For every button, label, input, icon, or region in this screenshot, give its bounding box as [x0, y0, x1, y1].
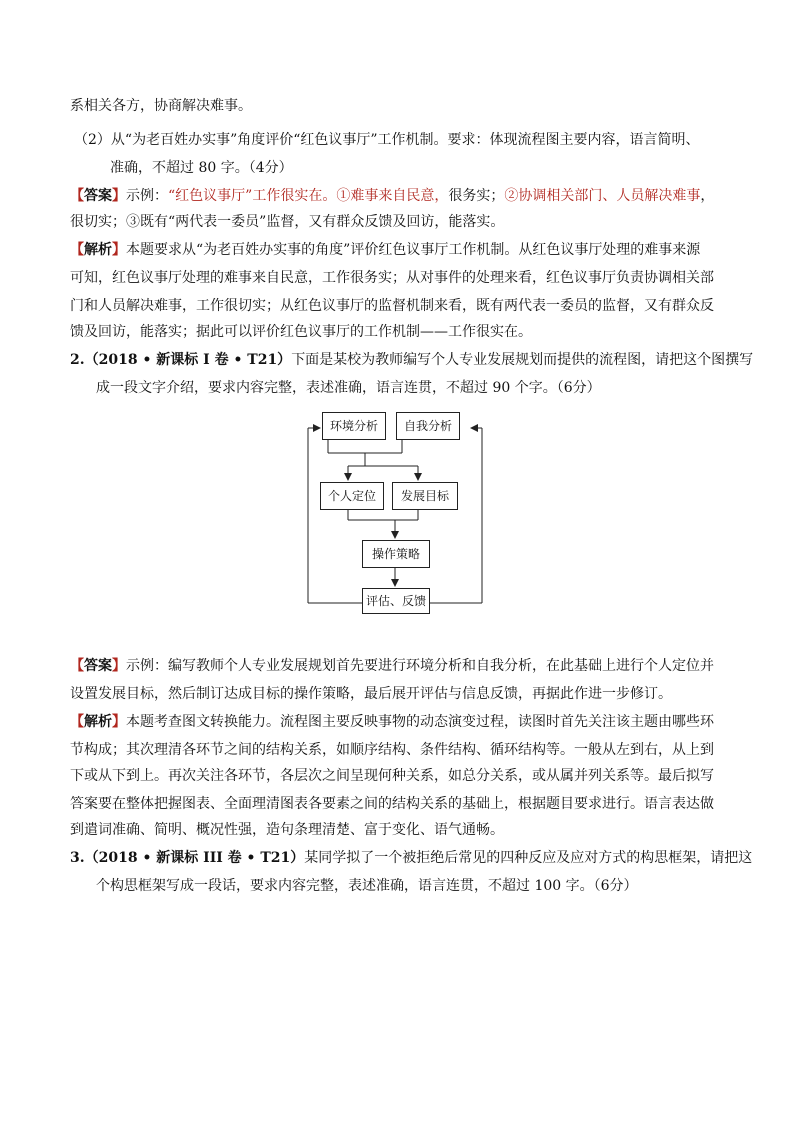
answer-1-cont: 很切实；③既有“两代表一委员”监督，又有群众反馈及回访，能落实。	[70, 214, 505, 230]
answer-highlight: ②协调相关部门、人员解决难事	[504, 188, 701, 204]
analysis-text: 本题考查图文转换能力。流程图主要反映事物的动态演变过程，读图时首先关注该主题由哪些环	[126, 714, 714, 730]
analysis-tag: 解析	[84, 242, 112, 258]
answer-tag: 答案	[84, 658, 112, 674]
flow-box-evaluation-feedback: 评估、反馈	[362, 588, 430, 614]
analysis-1-cont: 馈及回访，能落实；据此可以评价红色议事厅的工作机制——工作很实在。	[70, 324, 532, 340]
analysis-2-cont: 下或从下到上。再次关注各环节，各层次之间呈现何种关系，如总分关系，或从属并列关系等。最后拟写	[70, 768, 714, 784]
analysis-tag-open: 【	[70, 242, 84, 258]
answer-text: ，	[700, 188, 715, 204]
analysis-tag: 解析	[84, 714, 112, 730]
question-number: 3.	[70, 850, 85, 866]
answer-text: 示例：编写教师个人专业发展规划首先要进行环境分析和自我分析，在此基础上进行个人定位并	[126, 658, 714, 674]
analysis-1-line	[70, 240, 700, 260]
question-text: 下面是某校为教师编写个人专业发展规划而提供的流程图，请把这个图撰写	[291, 352, 754, 368]
question-source: （2018 • 新课标 III 卷 • T21）	[84, 850, 305, 866]
analysis-2-cont: 节构成；其次理清各环节之间的结构关系，如顺序结构、条件结构、循环结构等。一般从左到右，从上到	[70, 742, 714, 758]
question-3-cont: 个构思框架写成一段话，要求内容完整，表述准确，语言连贯，不超过 100 字。（6分）	[96, 878, 638, 894]
flow-box-development-goal: 发展目标	[392, 482, 458, 510]
text-line: 系相关各方，协商解决难事。	[70, 98, 252, 114]
flow-box-operation-strategy: 操作策略	[362, 540, 430, 568]
flow-box-self-analysis: 自我分析	[396, 412, 460, 440]
answer-2-cont: 设置发展目标，然后制订达成目标的操作策略，最后展开评估与信息反馈，再据此作进一步修订。	[70, 686, 672, 702]
answer-tag-open: 【	[70, 188, 84, 204]
flow-box-environment-analysis: 环境分析	[322, 412, 386, 440]
question-2-prompt-cont: 准确，不超过 80 字。（4分）	[110, 160, 293, 176]
flowchart	[300, 408, 490, 608]
answer-tag-close: 】	[112, 188, 126, 204]
analysis-1-cont: 可知，红色议事厅处理的难事来自民意，工作很务实；从对事件的处理来看，红色议事厅负责协调相关部	[70, 270, 714, 286]
answer-tag-close: 】	[112, 658, 126, 674]
analysis-text: 本题要求从“为老百姓办实事的角度”评价红色议事厅工作机制。从红色议事厅处理的难事来源	[126, 242, 701, 258]
question-number: 2.	[70, 352, 85, 368]
analysis-1-cont: 门和人员解决难事，工作很切实；从红色议事厅的监督机制来看，既有两代表一委员的监督，又有群众反	[70, 298, 714, 314]
answer-tag-open: 【	[70, 658, 84, 674]
analysis-2-line	[70, 712, 714, 732]
answer-highlight: “红色议事厅”工作很实在。①难事来自民意，	[168, 188, 449, 204]
analysis-tag-close: 】	[112, 714, 126, 730]
analysis-2-cont: 答案要在整体把握图表、全面理清图表各要素之间的结构关系的基础上，根据题目要求进行。语言表达做	[70, 796, 714, 812]
question-2-prompt: （2）从“为老百姓办实事”角度评价“红色议事厅”工作机制。要求：体现流程图主要内容，语言简明、	[74, 132, 700, 148]
answer-1-line	[70, 186, 714, 206]
flow-box-personal-positioning: 个人定位	[320, 482, 384, 510]
analysis-tag-close: 】	[112, 242, 126, 258]
answer-tag: 答案	[84, 188, 112, 204]
analysis-2-cont: 到遣词准确、简明、概况性强，造句条理清楚、富于变化、语气通畅。	[70, 822, 504, 838]
answer-prefix: 示例：	[126, 188, 168, 204]
question-2-cont: 成一段文字介绍，要求内容完整，表述准确，语言连贯，不超过 90 个字。（6分）	[96, 380, 601, 396]
question-3-line	[70, 848, 752, 868]
question-text: 某同学拟了一个被拒绝后常见的四种反应及应对方式的构思框架，请把这	[304, 850, 753, 866]
question-2-line	[70, 350, 753, 370]
question-source: （2018 • 新课标 I 卷 • T21）	[84, 352, 292, 368]
answer-2-line	[70, 656, 714, 676]
analysis-tag-open: 【	[70, 714, 84, 730]
answer-text: 很务实；	[448, 188, 505, 204]
